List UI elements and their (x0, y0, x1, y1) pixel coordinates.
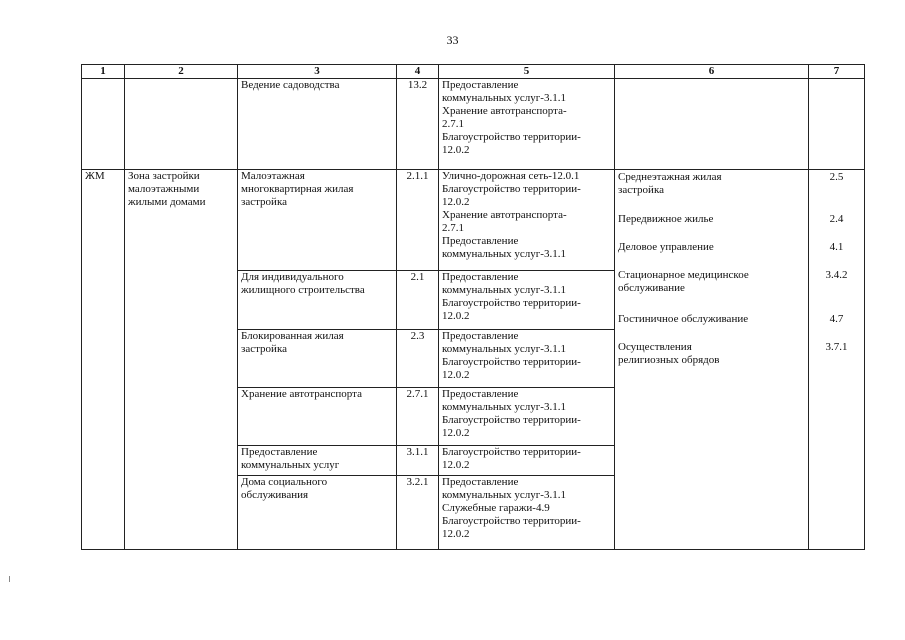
aux-use-line: Хранение автотранспорта- (442, 105, 567, 117)
zone-name-cell-empty (125, 79, 238, 170)
header-cell: 3 (238, 65, 397, 79)
aux-use-line: коммунальных услуг-3.1.1 (442, 343, 566, 355)
conditional-use-line: религиозных обрядов (618, 354, 720, 366)
use-code-cell: 2.3 (397, 330, 439, 388)
aux-use-cell (439, 476, 615, 550)
conditional-use-line: Передвижное жилье (618, 213, 714, 225)
aux-use-line: Улично-дорожная сеть-12.0.1 (442, 170, 580, 182)
aux-use-line: коммунальных услуг-3.1.1 (442, 92, 566, 104)
conditional-use-line: Деловое управление (618, 241, 714, 253)
use-name-line: Хранение автотранспорта (241, 388, 362, 400)
use-name-line: Ведение садоводства (241, 79, 340, 91)
conditional-code: 2.5 (829, 171, 844, 183)
use-name-line: многоквартирная жилая (241, 183, 354, 195)
use-code-cell: 13.2 (397, 79, 439, 170)
table-row (82, 79, 865, 170)
aux-use-line: коммунальных услуг-3.1.1 (442, 248, 566, 260)
use-code-cell: 2.7.1 (397, 388, 439, 446)
conditional-use-line: Стационарное медицинское (618, 269, 749, 281)
aux-use-line: Предоставление (442, 476, 519, 488)
use-name-cell (238, 476, 397, 550)
conditional-code: 3.7.1 (825, 341, 848, 353)
zone-name-line: малоэтажными (128, 183, 200, 195)
use-name-cell (238, 330, 397, 388)
conditional-use-line: обслуживание (618, 282, 685, 294)
aux-use-line: Хранение автотранспорта- (442, 209, 567, 221)
use-name-line: коммунальных услуг (241, 459, 340, 471)
aux-use-line: 12.0.2 (442, 369, 470, 381)
use-name-cell (238, 271, 397, 330)
conditional-code: 4.1 (829, 241, 844, 253)
aux-use-line: Предоставление (442, 388, 519, 400)
aux-use-line: Благоустройство территории- (442, 446, 581, 458)
use-name-cell (238, 388, 397, 446)
aux-use-line: Благоустройство территории- (442, 414, 581, 426)
aux-use-line: Предоставление (442, 271, 519, 283)
use-name-line: застройка (241, 196, 287, 208)
use-name-line: Дома социального (241, 476, 328, 488)
aux-use-line: 12.0.2 (442, 310, 470, 322)
header-cell: 6 (615, 65, 809, 79)
aux-use-line: 12.0.2 (442, 144, 470, 156)
conditional-use-item (618, 213, 805, 241)
use-name-line: застройка (241, 343, 287, 355)
aux-use-line: коммунальных услуг-3.1.1 (442, 401, 566, 413)
conditional-code-cell (809, 170, 865, 550)
use-name-cell (238, 170, 397, 271)
aux-use-line: Благоустройство территории- (442, 183, 581, 195)
aux-use-cell (439, 388, 615, 446)
table-header-row (82, 65, 865, 79)
header-cell: 1 (82, 65, 125, 79)
table-row (82, 170, 865, 271)
aux-use-line: Благоустройство территории- (442, 131, 581, 143)
page-number: 33 (446, 33, 459, 47)
zone-name-cell (125, 170, 238, 550)
conditional-use-line: Осуществления (618, 341, 692, 353)
zone-name-line: жилыми домами (128, 196, 206, 208)
header-cell: 7 (809, 65, 865, 79)
conditional-use-item (618, 241, 805, 269)
aux-use-line: коммунальных услуг-3.1.1 (442, 284, 566, 296)
aux-use-line: 2.7.1 (442, 118, 464, 130)
conditional-code: 2.4 (829, 213, 844, 225)
use-name-line: обслуживания (241, 489, 309, 501)
use-name-line: жилищного строительства (241, 284, 365, 296)
aux-use-line: Служебные гаражи-4.9 (442, 502, 550, 514)
aux-use-line: 2.7.1 (442, 222, 464, 234)
use-name-line: Предоставление (241, 446, 318, 458)
header-cell: 5 (439, 65, 615, 79)
aux-use-line: Предоставление (442, 235, 519, 247)
conditional-use-item (618, 341, 805, 367)
zoning-table (81, 64, 865, 550)
use-code-cell: 2.1 (397, 271, 439, 330)
conditional-use-item (618, 313, 805, 341)
aux-use-line: коммунальных услуг-3.1.1 (442, 489, 566, 501)
aux-use-line: Благоустройство территории- (442, 515, 581, 527)
aux-use-cell (439, 170, 615, 271)
aux-use-cell (439, 446, 615, 476)
conditional-use-line: застройка (618, 184, 664, 196)
use-name-cell (238, 79, 397, 170)
scan-mark (9, 576, 10, 582)
aux-use-cell (439, 79, 615, 170)
conditional-code-cell-empty (809, 79, 865, 170)
conditional-use-item (618, 171, 805, 213)
use-code-cell: 3.2.1 (397, 476, 439, 550)
aux-use-line: 12.0.2 (442, 528, 470, 540)
conditional-code: 3.4.2 (825, 269, 848, 281)
aux-use-line: 12.0.2 (442, 427, 470, 439)
zone-code-cell-empty (82, 79, 125, 170)
aux-use-cell (439, 330, 615, 388)
aux-use-line: 12.0.2 (442, 459, 470, 471)
aux-use-line: Благоустройство территории- (442, 297, 581, 309)
zone-code-cell: ЖМ (82, 170, 125, 550)
aux-use-line: Предоставление (442, 330, 519, 342)
aux-use-line: Благоустройство территории- (442, 356, 581, 368)
aux-use-cell (439, 271, 615, 330)
use-code-cell: 3.1.1 (397, 446, 439, 476)
use-name-line: Для индивидуального (241, 271, 344, 283)
header-cell: 4 (397, 65, 439, 79)
use-name-line: Малоэтажная (241, 170, 305, 182)
conditional-use-line: Среднеэтажная жилая (618, 171, 722, 183)
use-name-cell (238, 446, 397, 476)
zone-name-line: Зона застройки (128, 170, 200, 182)
conditional-use-line: Гостиничное обслуживание (618, 313, 749, 325)
header-cell: 2 (125, 65, 238, 79)
conditional-use-item (618, 269, 805, 313)
use-code-cell: 2.1.1 (397, 170, 439, 271)
conditional-use-cell (615, 170, 809, 550)
conditional-use-cell-empty (615, 79, 809, 170)
aux-use-line: 12.0.2 (442, 196, 470, 208)
use-name-line: Блокированная жилая (241, 330, 344, 342)
conditional-code: 4.7 (829, 313, 844, 325)
aux-use-line: Предоставление (442, 79, 519, 91)
